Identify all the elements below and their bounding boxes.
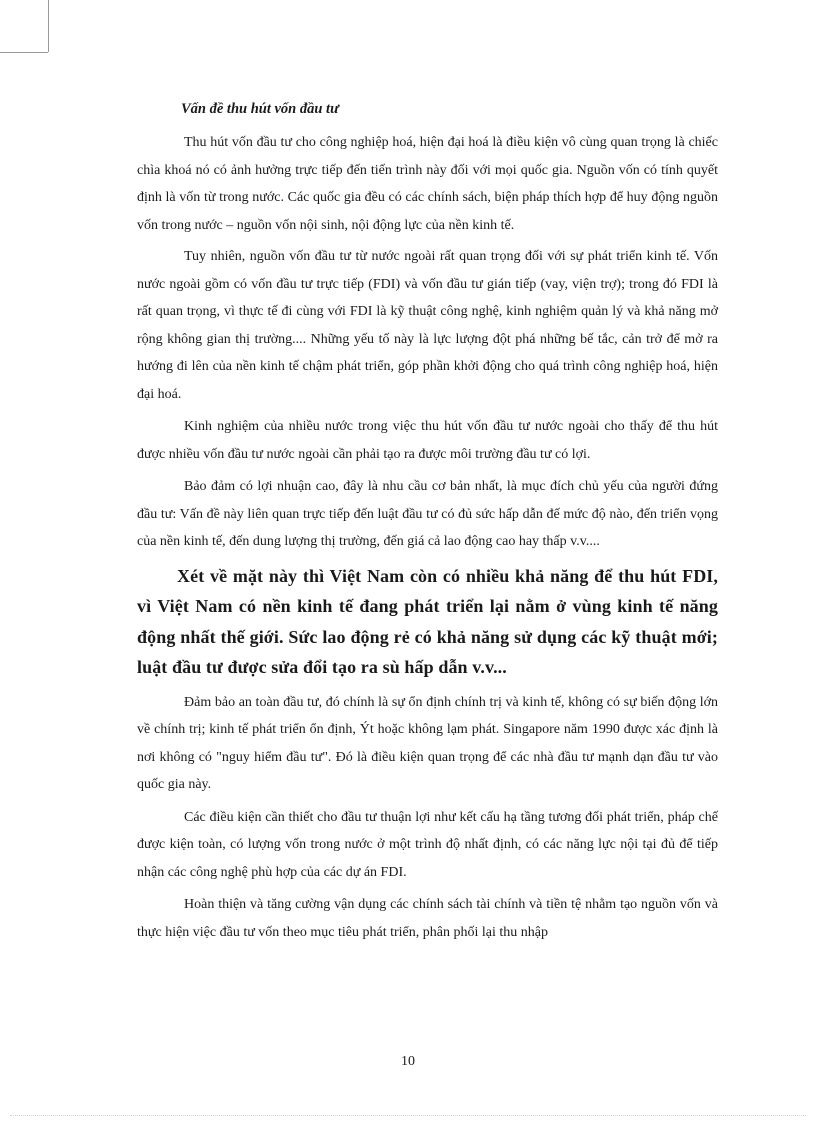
paragraph-1: Thu hút vốn đầu tư cho công nghiệp hoá, hiện đại hoá là điều kiện vô cùng quan trọng là chiếc chìa khoá nó có ảnh hưởng trực tiếp đến tiến trình này đối với mọi quốc gia. Nguồn vốn có tính quyết định là vốn từ trong nước. Các quốc gia đều có các chính sách, biện pháp thích hợp để huy động nguồn vốn trong nước – nguồn vốn nội sinh, nội động lực của nền kinh tế. [137, 135, 718, 233]
paragraph-7: Hoàn thiện và tăng cường vận dụng các chính sách tài chính và tiền tệ nhằm tạo nguồn vốn và thực hiện việc đầu tư vốn theo mục tiêu phát triển, phân phối lại thu nhập [137, 897, 718, 940]
paragraph-3: Kinh nghiệm của nhiều nước trong việc thu hút vốn đầu tư nước ngoài cho thấy để thu hút được nhiều vốn đầu tư nước ngoài cần phải tạo ra được môi trường đầu tư có lợi. [137, 419, 718, 462]
page-bottom-border [10, 1115, 806, 1116]
paragraph-4: Bảo đảm có lợi nhuận cao, đây là nhu cầu cơ bản nhất, là mục đích chủ yếu của người đứng đầu tư: Vấn đề này liên quan trực tiếp đến luật đầu tư có đủ sức hấp dẫn đế mức độ nào, đến triển vọng của nền kinh tế, đến dung lượng thị trường, đến giá cả lao động cao hay thấp v.v.... [137, 479, 718, 549]
paragraph-6: Các điều kiện cần thiết cho đầu tư thuận lợi như kết cấu hạ tầng tương đối phát triển, pháp chế được kiện toàn, có lượng vốn trong nước ở một trình độ nhất định, có các năng lực nội tại đủ để tiếp nhận các công nghệ phù hợp của các dự án FDI. [137, 809, 718, 880]
crop-mark-horizontal [0, 52, 48, 53]
paragraph-2: Tuy nhiên, nguồn vốn đầu tư từ nước ngoài rất quan trọng đối với sự phát triển kinh tế. Vốn nước ngoài gồm có vốn đầu tư trực tiếp (FDI) và vốn đầu tư gián tiếp (vay, viện trợ); trong đó FDI là rất quan trọng, vì thực tế đi cùng với FDI là kỹ thuật công nghệ, kinh nghiệm quản lý và khả năng mở rộng không gian thị trường.... Những yếu tố này là lực lượng đột phá những bế tắc, cản trở để mở ra hướng đi lên của nền kinh tế chậm phát triển, góp phần khởi động cho quá trình công nghiệp hoá, hiện đại hoá. [137, 249, 718, 402]
section-heading: Vấn đề thu hút vốn đầu tư [181, 101, 339, 117]
paragraph-5: Đảm bảo an toàn đầu tư, đó chính là sự ổn định chính trị và kinh tế, không có sự biến động lớn về chính trị; kinh tế phát triển ổn định, Ýt hoặc không lạm phát. Singapore năm 1990 được xác định là nơi không có "nguy hiểm đầu tư". Đó là điều kiện quan trọng để các nhà đầu tư mạnh dạn đầu tư vào quốc gia này. [137, 694, 718, 792]
page-number: 10 [401, 1054, 415, 1069]
document-body [137, 99, 718, 951]
crop-mark-vertical [48, 0, 49, 52]
paragraph-large: Xét về mặt này thì Việt Nam còn có nhiều khả năng để thu hút FDI, vì Việt Nam có nền kinh tế đang phát triển lại nằm ở vùng kinh tế năng động nhất thế giới. Sức lao động rẻ có khả năng sử dụng các kỹ thuật mới; luật đầu tư được sửa đổi tạo ra sù hấp dẫn v.v... [137, 565, 718, 677]
